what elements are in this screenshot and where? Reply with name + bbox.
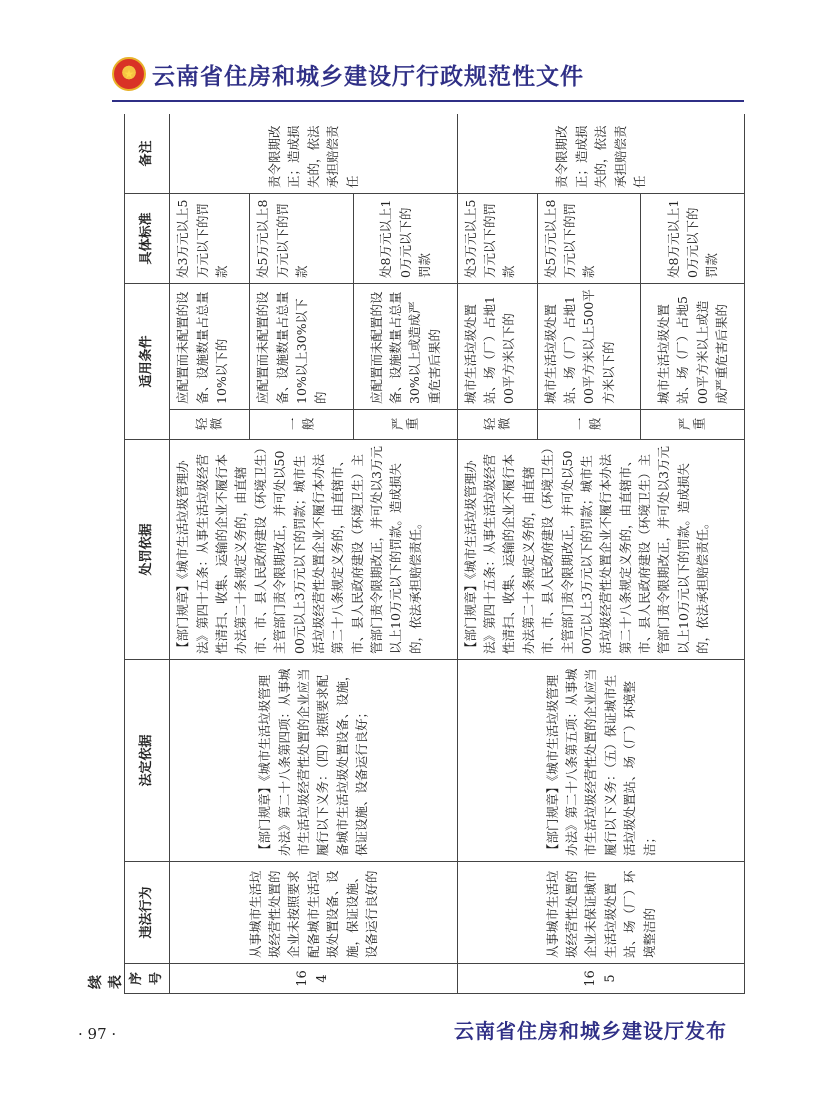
- col-legal-basis: 法定依据: [125, 660, 170, 862]
- table-row: [457, 114, 537, 994]
- grade-condition: 应配置而未配置的设备、设施数量占总量10%以上30%以下的: [250, 283, 354, 409]
- continued-label: 续表: [88, 975, 124, 989]
- grade-condition: 应配置而未配置的设备、设施数量占总量10%以下的: [170, 283, 250, 409]
- row-violation: 从事城市生活垃圾经营性处置的企业未按照要求配备城市生活垃圾处置设备、设施，保证设施、设备运行良好的: [170, 862, 457, 964]
- national-emblem-icon: ★: [112, 57, 146, 91]
- grade-level: 轻微: [170, 410, 250, 440]
- grade-standard: 处8万元以上10万元以下的罚款: [641, 193, 745, 283]
- col-seq: 序号: [125, 964, 170, 994]
- header-rule: [112, 100, 744, 102]
- row-seq: 164: [170, 964, 457, 994]
- col-remark: 备注: [125, 114, 170, 193]
- grade-standard: 处8万元以上10万元以下的罚款: [353, 193, 457, 283]
- page-header: [112, 56, 712, 92]
- grade-level: 轻微: [457, 410, 537, 440]
- table-row: [170, 114, 250, 994]
- grade-condition: 城市生活垃圾处置站、场（厂）占地100平方米以下的: [457, 283, 537, 409]
- table-frame: [124, 114, 745, 994]
- grade-condition: 城市生活垃圾处置站、场（厂）占地100平方米以上500平方米以下的: [537, 283, 641, 409]
- footer-publisher: 云南省住房和城乡建设厅发布: [454, 1019, 727, 1043]
- col-violation: 违法行为: [125, 862, 170, 964]
- header-title: 云南省住房和城乡建设厅行政规范性文件: [152, 63, 584, 90]
- grade-condition: 城市生活垃圾处置站、场（厂）占地500平方米以上或造成严重危害后果的: [641, 283, 745, 409]
- row-penalty-basis: 【部门规章】《城市生活垃圾管理办法》第四十五条：从事生活垃圾经营性清扫、收集、运输的企业不履行本办法第二十条规定义务的，由直辖市、市、县人民政府建设（环境卫生）主管部门责令限期改正，并可处以5000元以上3万元以下的罚款；城市生活垃圾经营性处置企业不履行本办法第二十八条规定义务的，由直辖市、市、县人民政府建设（环境卫生）主管部门责令限期改正，并可处以3万元以上10万元以下的罚款。造成损失的，依法承担赔偿责任。: [457, 440, 744, 660]
- rotated-table-container: [124, 114, 745, 994]
- col-standard: 具体标准: [125, 193, 170, 283]
- col-condition: 适用条件: [125, 283, 170, 439]
- row-remark: 责令限期改正；造成损失的，依法承担赔偿责任: [457, 114, 744, 193]
- grade-condition: 应配置而未配置的设备、设施数量占总量30%以上或造成严重危害后果的: [353, 283, 457, 409]
- row-legal-basis: 【部门规章】《城市生活垃圾管理办法》第二十八条第四项：从事城市生活垃圾经营性处置的企业应当履行以下义务：（四）按照要求配备城市生活垃圾处置设备、设施，保证设施、设备运行良好；: [170, 660, 457, 862]
- grade-level: 一般: [250, 410, 354, 440]
- grade-level: 一般: [537, 410, 641, 440]
- table-header-row: [125, 114, 170, 994]
- row-violation: 从事城市生活垃圾经营性处置的企业未保证城市生活垃圾处置站、场（厂）环境整洁的: [457, 862, 744, 964]
- row-remark: 责令限期改正；造成损失的，依法承担赔偿责任: [170, 114, 457, 193]
- penalty-table: [124, 114, 745, 994]
- grade-standard: 处5万元以上8万元以下的罚款: [537, 193, 641, 283]
- grade-level: 严重: [641, 410, 745, 440]
- page-number: · 97 ·: [78, 1025, 117, 1043]
- grade-standard: 处3万元以上5万元以下的罚款: [170, 193, 250, 283]
- grade-level: 严重: [353, 410, 457, 440]
- row-legal-basis: 【部门规章】《城市生活垃圾管理办法》第二十八条第五项：从事城市生活垃圾经营性处置的企业应当履行以下义务：（五）保证城市生活垃圾处置站、场（厂）环境整洁；: [457, 660, 744, 862]
- row-penalty-basis: 【部门规章】《城市生活垃圾管理办法》第四十五条：从事生活垃圾经营性清扫、收集、运输的企业不履行本办法第二十条规定义务的，由直辖市、市、县人民政府建设（环境卫生）主管部门责令限期改正，并可处以5000元以上3万元以下的罚款；城市生活垃圾经营性处置企业不履行本办法第二十八条规定义务的，由直辖市、市、县人民政府建设（环境卫生）主管部门责令限期改正，并可处以3万元以上10万元以下的罚款。造成损失的，依法承担赔偿责任。: [170, 440, 457, 660]
- grade-standard: 处5万元以上8万元以下的罚款: [250, 193, 354, 283]
- col-penalty-basis: 处罚依据: [125, 440, 170, 660]
- grade-standard: 处3万元以上5万元以下的罚款: [457, 193, 537, 283]
- row-seq: 165: [457, 964, 744, 994]
